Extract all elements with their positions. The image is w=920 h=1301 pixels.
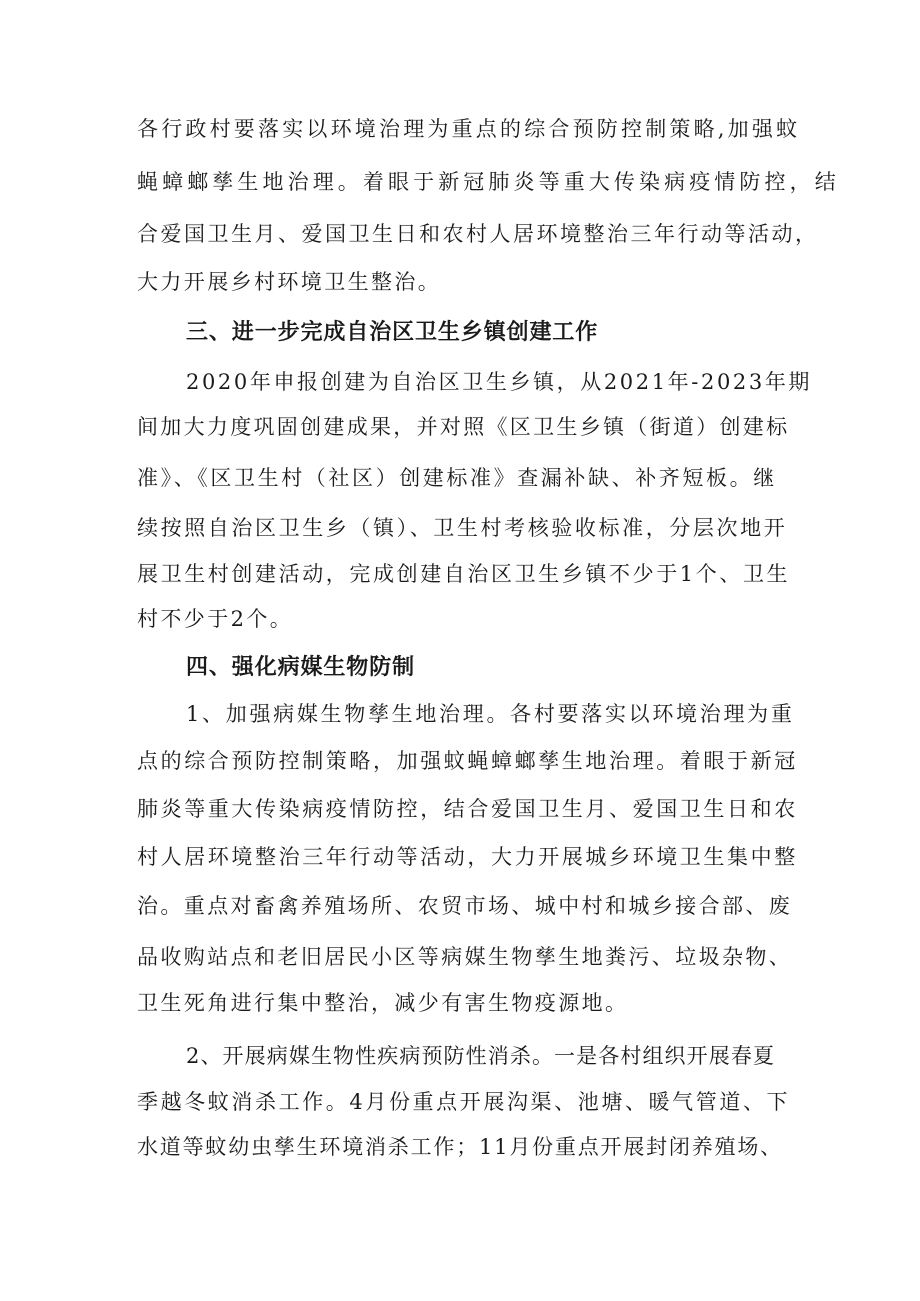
text-line: 2020年申报创建为自治区卫生乡镇，从2021年-2023年期 <box>186 370 813 394</box>
text-line: 蝇蟑螂孳生地治理。着眼于新冠肺炎等重大传染病疫情防控，结 <box>137 170 840 194</box>
text-line: 1、加强病媒生物孳生地治理。各村要落实以环境治理为重 <box>186 702 795 726</box>
section-heading: 四、强化病媒生物防制 <box>186 655 416 680</box>
text-line: 合爱国卫生月、爱国卫生日和农村人居环境整治三年行动等活动， <box>137 222 819 246</box>
text-line: 准》、《区卫生村（社区）创建标准》查漏补缺、补齐短板。继 <box>137 466 777 490</box>
text-line: 治。重点对畜禽养殖场所、农贸市场、城中村和城乡接合部、废 <box>137 894 793 918</box>
text-line: 各行政村要落实以环境治理为重点的综合预防控制策略,加强蚊 <box>137 117 801 141</box>
text-line: 品收购站点和老旧居民小区等病媒生物孳生地粪污、垃圾杂物、 <box>137 945 793 969</box>
text-line: 间加大力度巩固创建成果，并对照《区卫生乡镇（街道）创建标 <box>137 415 790 439</box>
text-line: 点的综合预防控制策略，加强蚊蝇蟑螂孳生地治理。着眼于新冠 <box>137 749 798 773</box>
text-line: 季越冬蚊消杀工作。4月份重点开展沟渠、池塘、暖气管道、下 <box>137 1090 791 1114</box>
text-line: 展卫生村创建活动，完成创建自治区卫生乡镇不少于1个、卫生 <box>137 562 791 586</box>
text-line: 续按照自治区卫生乡（镇）、卫生村考核验收标准，分层次地开 <box>137 516 788 540</box>
text-line: 肺炎等重大传染病疫情防控，结合爱国卫生月、爱国卫生日和农 <box>137 797 798 821</box>
text-line: 2、开展病媒生物性疾病预防性消杀。一是各村组织开展春夏 <box>186 1044 776 1068</box>
text-line: 村人居环境整治三年行动等活动，大力开展城乡环境卫生集中整 <box>137 845 798 869</box>
text-line: 大力开展乡村环境卫生整治。 <box>137 270 442 294</box>
section-heading: 三、进一步完成自治区卫生乡镇创建工作 <box>186 320 599 345</box>
text-line: 村不少于2个。 <box>137 607 294 631</box>
text-line: 水道等蚊幼虫孳生环境消杀工作；11月份重点开展封闭养殖场、 <box>137 1135 783 1159</box>
text-line: 卫生死角进行集中整治，减少有害生物疫源地。 <box>137 991 629 1015</box>
